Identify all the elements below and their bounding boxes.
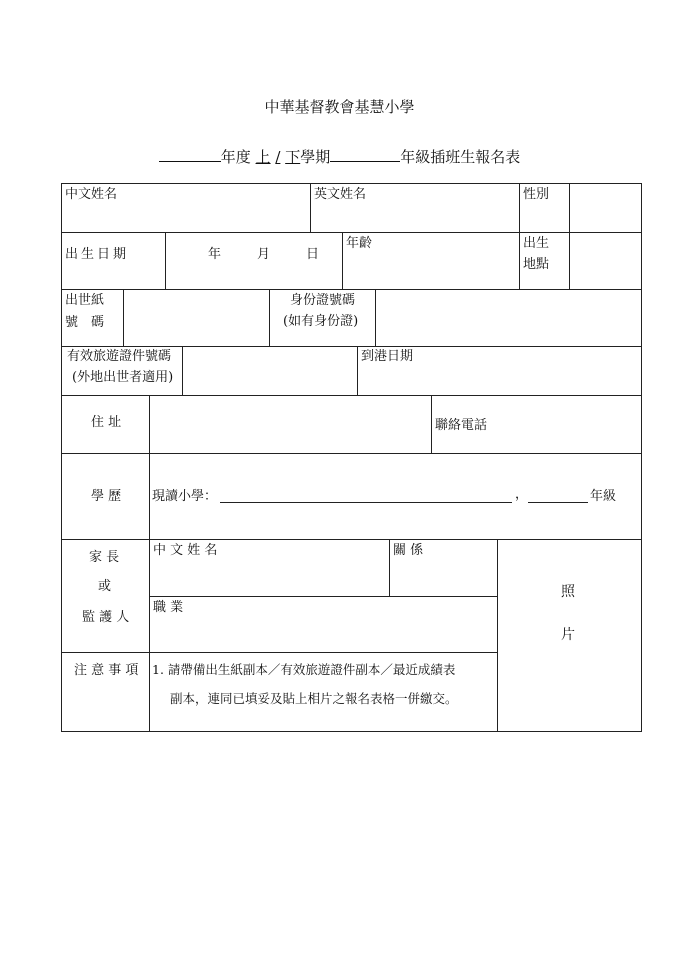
photo-label-line2: 片 [561, 627, 575, 643]
dob-label: 出生日期 [65, 247, 130, 262]
school-name: 中華基督教會基慧小學 [264, 98, 415, 116]
birthplace-label-line2: 地點 [523, 257, 550, 272]
address-label: 住 址 [91, 415, 122, 430]
photo-label-line1: 照 [561, 584, 575, 600]
dob-day-label: 日 [306, 247, 320, 262]
dob-year-label: 年 [208, 247, 222, 262]
grade-blank[interactable] [330, 149, 400, 162]
travel-doc-label-line1: 有效旅遊證件號碼 [67, 349, 172, 364]
guardian-label-line3: 監 護 人 [82, 610, 130, 625]
form-title [0, 146, 679, 167]
comma-separator: ， [515, 487, 529, 502]
guardian-label-line1: 家 長 [89, 550, 120, 565]
term-lower: 下 [285, 148, 301, 166]
english-name-label: 英文姓名 [314, 187, 367, 202]
id-card-label-line2: (如有身份證) [283, 314, 359, 329]
dob-month-label: 月 [257, 247, 271, 262]
notes-label: 注 意 事 項 [74, 663, 139, 678]
term-slash: / [275, 148, 281, 166]
birth-cert-label-line2: 號 碼 [65, 315, 105, 330]
title-term-label: 學期 [300, 148, 331, 166]
education-label: 學 歷 [91, 489, 122, 504]
title-form-label: 年級插班生報名表 [400, 148, 521, 166]
travel-doc-label-line2: (外地出世者適用) [72, 370, 174, 385]
chinese-name-label: 中文姓名 [65, 187, 118, 202]
id-card-label-line1: 身份證號碼 [290, 293, 356, 308]
notes-line1: 1. 請帶備出生紙副本／有效旅遊證件副本／最近成績表 [152, 662, 456, 677]
gender-label: 性別 [523, 187, 550, 202]
current-school-label: 現讀小學： [152, 489, 218, 504]
birth-cert-label-line1: 出世紙 [65, 293, 105, 308]
birthplace-label-line1: 出生 [523, 236, 550, 251]
arrival-date-label: 到港日期 [361, 349, 414, 364]
year-blank[interactable] [159, 149, 221, 162]
term-upper: 上 [255, 148, 271, 166]
current-grade-blank[interactable] [528, 502, 588, 503]
relation-label: 關 係 [393, 543, 424, 558]
current-school-blank[interactable] [220, 502, 512, 503]
guardian-chinese-name-label: 中 文 姓 名 [153, 543, 218, 558]
notes-line2: 副本，連同已填妥及貼上相片之報名表格一併繳交。 [170, 691, 458, 706]
grade-label: 年級 [590, 489, 617, 504]
guardian-label-line2: 或 [98, 579, 112, 594]
title-year-label: 年度 [220, 148, 251, 166]
occupation-label: 職 業 [153, 600, 184, 615]
age-label: 年齡 [346, 236, 373, 251]
phone-label: 聯絡電話 [435, 418, 488, 433]
